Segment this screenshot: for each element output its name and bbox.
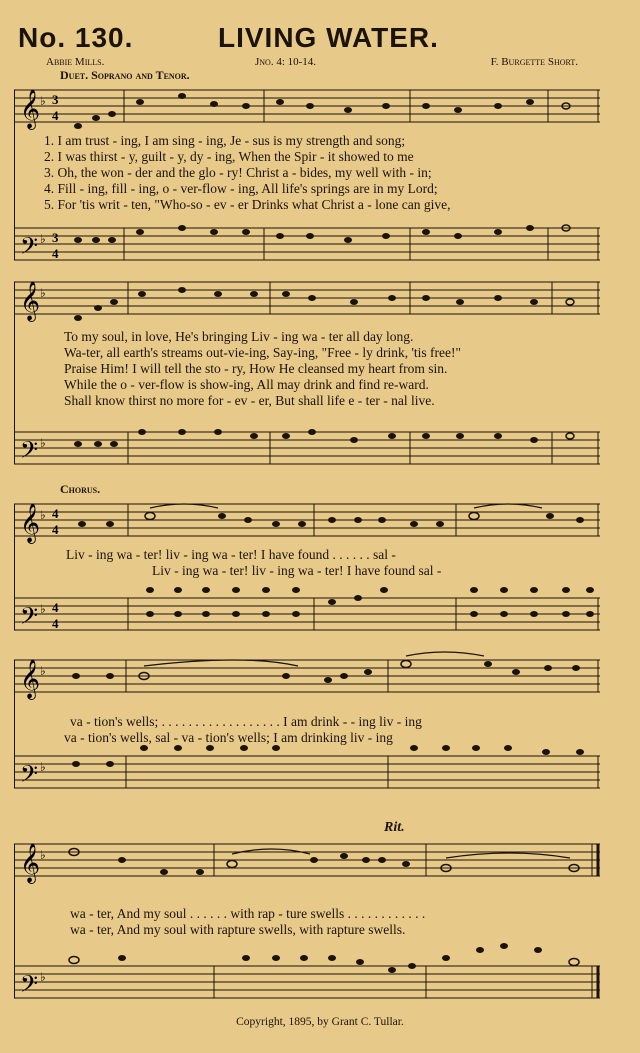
svg-text:4: 4	[52, 616, 59, 631]
chorus-label: Chorus.	[60, 482, 101, 496]
verse-4-line-1: 4. Fill - ing, fill - ing, o - ver-flow - ing, All life's springs are in my Lord;	[44, 181, 438, 196]
svg-text:4: 4	[52, 246, 59, 261]
svg-text:4: 4	[52, 506, 59, 521]
svg-text:3: 3	[52, 230, 59, 245]
scripture-reference: Jno. 4: 10-14.	[255, 56, 317, 68]
verse-1-line-1: 1. I am trust - ing, I am sing - ing, Je - sus is my strength and song;	[44, 133, 406, 148]
svg-text:4: 4	[52, 522, 59, 537]
verse-1-line-2: To my soul, in love, He's bringing Liv - ing wa - ter all day long.	[64, 329, 414, 344]
svg-text:♭: ♭	[40, 94, 46, 108]
chorus-line-1-lower: Liv - ing wa - ter! liv - ing wa - ter! I have found sal -	[152, 563, 442, 578]
verse-2-line-2: Wa-ter, all earth's streams out-vie-ing, Say-ing, "Free - ly drink, 'tis free!"	[64, 345, 462, 360]
svg-text:♭: ♭	[40, 664, 46, 678]
svg-text:𝄢: 𝄢	[20, 436, 39, 469]
svg-text:4: 4	[52, 108, 59, 123]
svg-text:♭: ♭	[40, 286, 46, 300]
verse-3-line-2: Praise Him! I will tell the sto - ry, How He cleansed my heart from sin.	[64, 361, 448, 376]
chorus-line-2-lower: va - tion's wells, sal - va - tion's wells; I am drinking liv - ing	[64, 730, 393, 745]
verse-4-line-2: While the o - ver-flow is show-ing, All may drink and find re-ward.	[64, 377, 429, 392]
verse-2-line-1: 2. I was thirst - y, guilt - y, dy - ing, When the Spir - it showed to me	[44, 149, 414, 164]
svg-text:𝄢: 𝄢	[20, 232, 39, 265]
svg-text:♭: ♭	[40, 508, 46, 522]
svg-text:𝄞: 𝄞	[20, 503, 41, 543]
svg-text:♭: ♭	[40, 436, 46, 450]
copyright-notice: Copyright, 1895, by Grant C. Tullar.	[236, 1016, 404, 1028]
svg-text:𝄢: 𝄢	[20, 970, 39, 1003]
svg-text:𝄢: 𝄢	[20, 760, 39, 793]
svg-text:♭: ♭	[40, 848, 46, 862]
svg-text:𝄢: 𝄢	[20, 602, 39, 635]
svg-text:♭: ♭	[40, 602, 46, 616]
chorus-line-3-upper: wa - ter, And my soul . . . . . . with rap - ture swells . . . . . . . . . . . .	[70, 906, 426, 921]
verse-5-line-1: 5. For 'tis writ - ten, "Who-so - ev - er Drinks what Christ a - lone can give,	[44, 197, 451, 212]
svg-text:4: 4	[52, 600, 59, 615]
lyricist-credit: Abbie Mills.	[46, 56, 105, 68]
svg-text:𝄞: 𝄞	[20, 89, 41, 129]
hymn-number: No. 130.	[18, 22, 134, 53]
svg-text:♭: ♭	[40, 760, 46, 774]
svg-text:♭: ♭	[40, 232, 46, 246]
chorus-line-2-upper: va - tion's wells; . . . . . . . . . . . . . . . . . . I am drink - - ing liv - ing	[70, 714, 422, 729]
hymn-title: LIVING WATER.	[218, 22, 439, 53]
svg-text:♭: ♭	[40, 970, 46, 984]
verse-5-line-2: Shall know thirst no more for - ev - er, But shall life e - ter - nal live.	[64, 393, 435, 408]
chorus-line-3-lower: wa - ter, And my soul with rapture swells, with rapture swells.	[70, 922, 406, 937]
svg-text:𝄞: 𝄞	[20, 281, 41, 321]
svg-text:3: 3	[52, 92, 59, 107]
verse-3-line-1: 3. Oh, the won - der and the glo - ry! Christ a - bides, my well with - in;	[44, 165, 432, 180]
svg-text:𝄞: 𝄞	[20, 659, 41, 699]
composer-credit: F. Burgette Short.	[490, 56, 578, 68]
svg-text:𝄞: 𝄞	[20, 843, 41, 883]
performance-note: Duet. Soprano and Tenor.	[60, 68, 190, 82]
chorus-line-1-upper: Liv - ing wa - ter! liv - ing wa - ter! I have found . . . . . . sal -	[66, 547, 396, 562]
ritardando-mark: Rit.	[384, 820, 405, 835]
